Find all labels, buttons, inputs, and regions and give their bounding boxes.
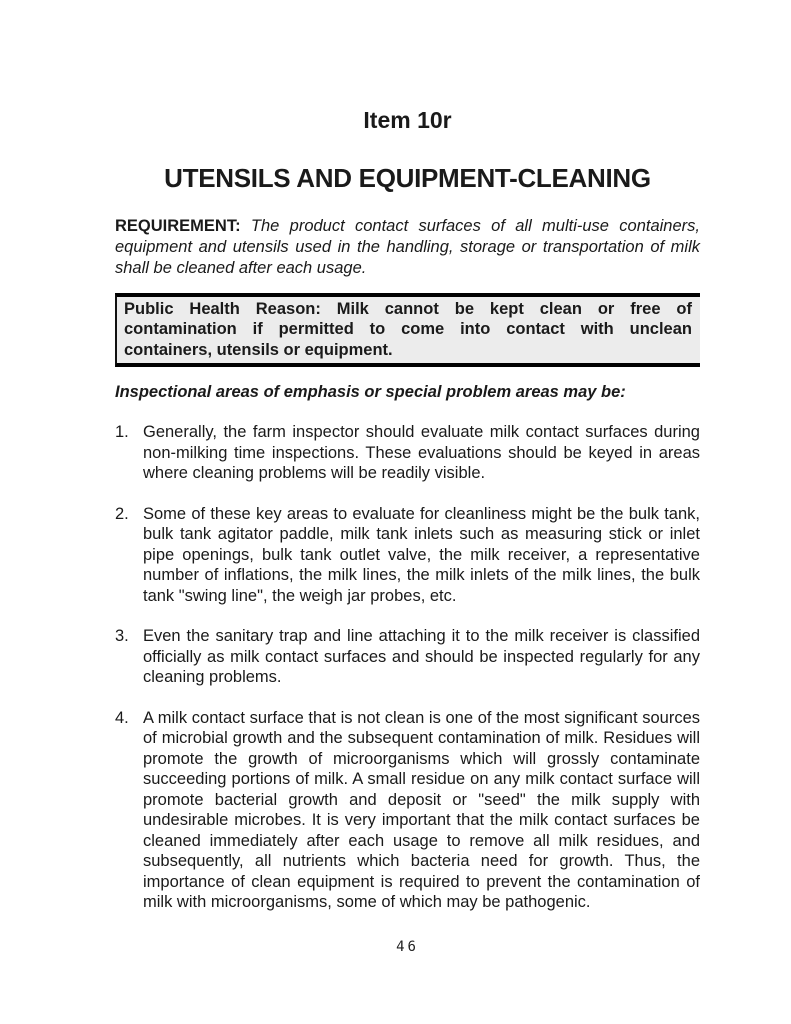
requirement-paragraph (115, 216, 700, 279)
item-number-title: Item 10r (363, 107, 452, 133)
list-item-number: 2. (115, 504, 129, 523)
list-item-text: Even the sanitary trap and line attaching it to the milk receiver is classified officially as milk contact surfaces and should be inspected regularly for any cleaning problems. (143, 627, 700, 687)
list-item-text: A milk contact surface that is not clean is one of the most significant sources of microbial growth and the subsequent contamination of milk. Residues will promote the growth of microorganisms which will grossly contaminate succeeding portions of milk. A small residue on any milk contact surface will promote bacterial growth and deposit or "seed" the milk supply with undesirable microbes. It is very important that the milk contact surfaces be cleaned immediately after each usage to remove all milk residues, and subsequently, all nutrients which bacteria need for growth. Thus, the importance of clean equipment is required to prevent the contamination of milk with microorganisms, some of which may be pathogenic. (143, 708, 700, 912)
list-item (115, 626, 700, 688)
public-health-reason-box (115, 293, 700, 368)
list-item-number: 4. (115, 708, 129, 727)
list-item-number: 3. (115, 627, 129, 646)
list-item-number: 1. (115, 423, 129, 442)
list-item-text: Generally, the farm inspector should evaluate milk contact surfaces during non-milking time inspections. These evaluations should be keyed in areas where cleaning problems will be readily visible. (143, 423, 700, 483)
inspection-items-list (115, 422, 700, 913)
public-health-reason-text: Public Health Reason: Milk cannot be kept clean or free of contamination if permitted to come into contact with unclean containers, utensils or equipment. (124, 299, 692, 359)
page-number: 46 (396, 938, 419, 955)
list-item (115, 504, 700, 607)
list-item (115, 422, 700, 484)
requirement-label: REQUIREMENT: (115, 216, 241, 235)
list-item-text: Some of these key areas to evaluate for cleanliness might be the bulk tank, bulk tank agitator paddle, milk tank inlets such as measuring stick or inlet pipe openings, bulk tank outlet valve, the milk receiver, a representative number of inflations, the milk lines, the milk inlets of the milk lines, the bulk tank "swing line", the weigh jar probes, etc. (143, 504, 700, 605)
requirement-text: The product contact surfaces of all multi-use containers, equipment and utensils used in the handling, storage or transportation of milk shall be cleaned after each usage. (115, 216, 700, 277)
emphasis-line: Inspectional areas of emphasis or special problem areas may be: (115, 383, 626, 402)
list-item (115, 708, 700, 913)
document-heading: UTENSILS AND EQUIPMENT-CLEANING (164, 163, 651, 194)
